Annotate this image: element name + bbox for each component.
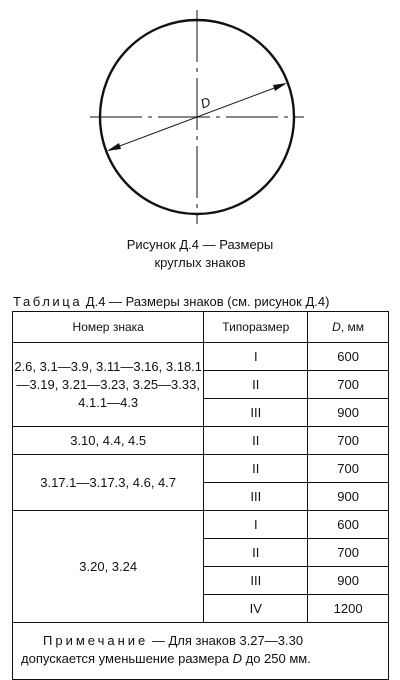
caption-line-1: Рисунок Д.4 — Размеры [126, 237, 274, 252]
figure-caption [0, 236, 400, 272]
header-sign-number: Номер знака [13, 312, 204, 343]
round-sign-figure [0, 0, 400, 240]
table-row [13, 511, 389, 539]
sign-numbers-cell: 3.20, 3.24 [13, 511, 204, 623]
diameter-label: D [198, 93, 213, 112]
diameter-arrow-left [107, 143, 121, 151]
table-note-row [13, 623, 389, 680]
header-diameter [308, 312, 389, 343]
diameter-cell: 600 [308, 343, 389, 371]
sign-numbers-cell: 2.6, 3.1—3.9, 3.11—3.16, 3.18.1—3.19, 3.21—3.23, 3.25—3.33, 4.1.1—4.3 [13, 343, 204, 427]
table-note [13, 623, 389, 680]
table-row [13, 427, 389, 455]
diameter-cell: 700 [308, 371, 389, 399]
size-type-cell: II [204, 371, 308, 399]
header-d-unit: , мм [340, 320, 365, 334]
note-text-2b: до 250 мм. [242, 651, 311, 666]
sign-numbers-cell: 3.17.1—3.17.3, 4.6, 4.7 [13, 455, 204, 511]
note-text-1: — Для знаков 3.27—3.30 [148, 633, 304, 648]
table-title [13, 294, 329, 309]
header-size-type: Типоразмер [204, 312, 308, 343]
table-title-rest: Д.4 — Размеры знаков (см. рисунок Д.4) [85, 294, 330, 309]
diameter-cell: 900 [308, 399, 389, 427]
note-heading: Примечание [43, 633, 149, 648]
sizes-table [12, 311, 389, 680]
table-row [13, 455, 389, 483]
diameter-cell: 900 [308, 483, 389, 511]
size-type-cell: II [204, 427, 308, 455]
diameter-cell: 700 [308, 455, 389, 483]
circle-diagram [0, 0, 400, 240]
table-row [13, 343, 389, 371]
diameter-cell: 900 [308, 567, 389, 595]
size-type-cell: III [204, 483, 308, 511]
size-type-cell: II [204, 455, 308, 483]
table-title-word: Таблица [13, 294, 83, 309]
size-type-cell: III [204, 567, 308, 595]
diameter-cell: 700 [308, 539, 389, 567]
size-type-cell: I [204, 343, 308, 371]
size-type-cell: III [204, 399, 308, 427]
table-header-row [13, 312, 389, 343]
diameter-cell: 1200 [308, 595, 389, 623]
header-d-letter: D [332, 320, 341, 334]
diameter-arrow-right [273, 83, 287, 91]
diameter-cell: 700 [308, 427, 389, 455]
size-type-cell: II [204, 539, 308, 567]
size-type-cell: IV [204, 595, 308, 623]
note-line-1 [21, 632, 380, 650]
note-line-2 [21, 650, 380, 668]
note-text-2a: допускается уменьшение размера [21, 651, 233, 666]
size-type-cell: I [204, 511, 308, 539]
caption-line-2: круглых знаков [154, 255, 246, 270]
diameter-cell: 600 [308, 511, 389, 539]
sign-numbers-cell: 3.10, 4.4, 4.5 [13, 427, 204, 455]
note-d-letter: D [232, 651, 242, 666]
